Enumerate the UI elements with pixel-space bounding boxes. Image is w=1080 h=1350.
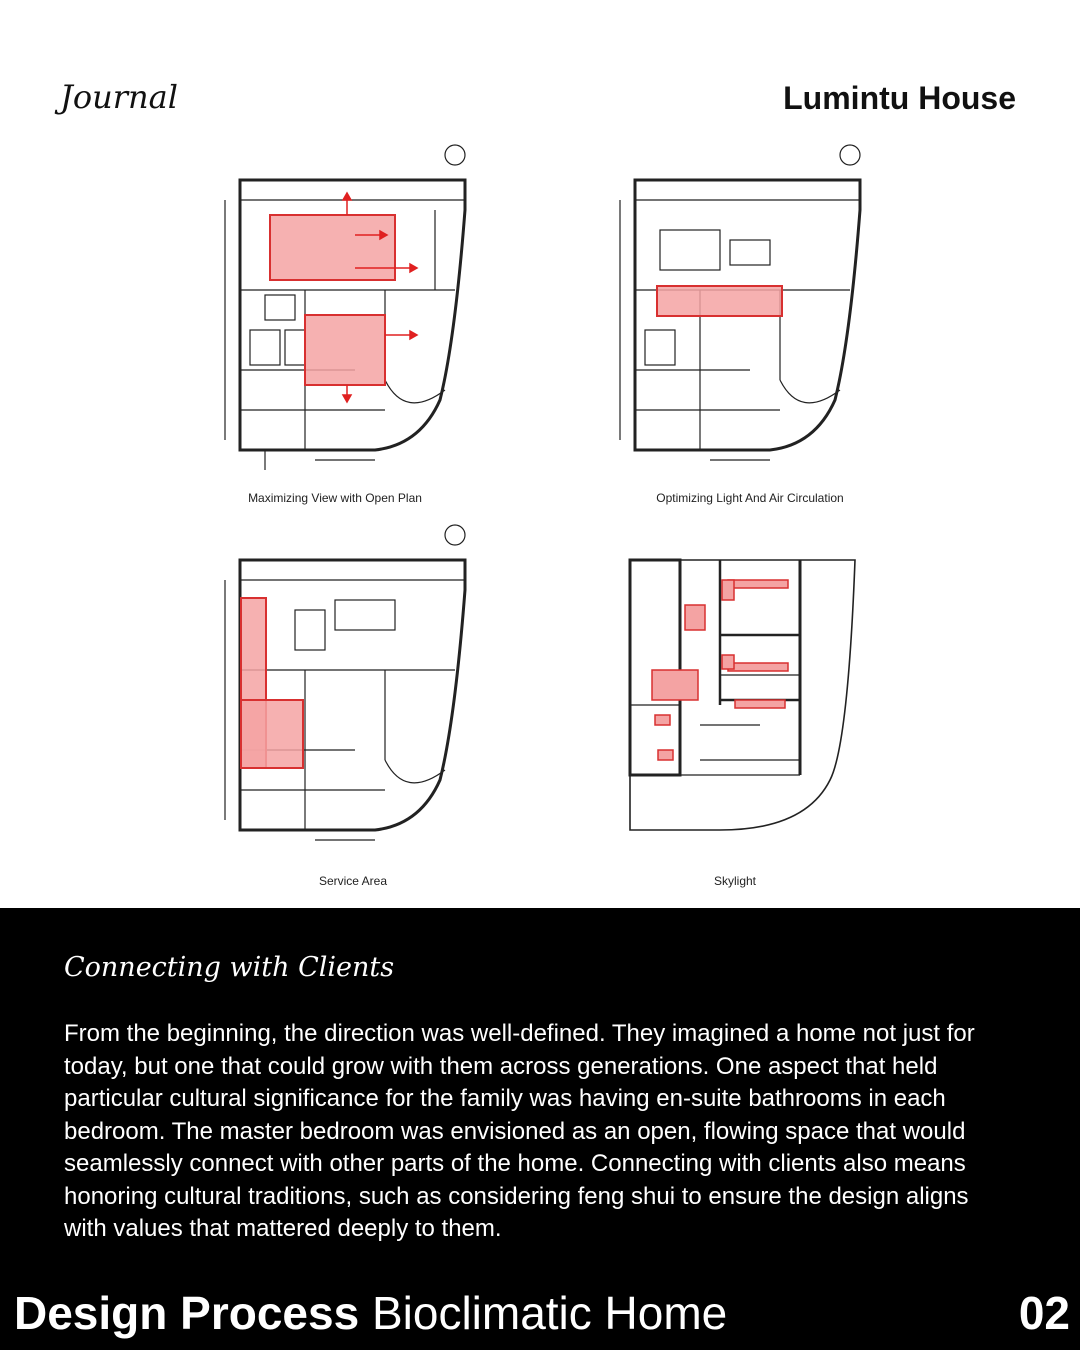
footer-title-bold: Design Process bbox=[14, 1287, 360, 1339]
floor-plan-service-area bbox=[205, 520, 505, 855]
floor-plan-light-air bbox=[600, 140, 900, 475]
floor-plan-drawing bbox=[205, 140, 505, 475]
section-body: From the beginning, the direction was well-defined. They imagined a home not just for today, but one that could grow with them across generations. One aspect that held particular cultural significance for the family was having en-suite bathrooms in each bedroom. The master bedroom was envisioned as an open, flowing space that would seamlessly connect with other parts of the home. Connecting with clients also means honoring cultural traditions, such as considering feng shui to ensure the design aligns with values that mattered deeply to them. bbox=[64, 1020, 975, 1242]
floor-plan-open-plan bbox=[205, 140, 505, 475]
floor-plan-drawing bbox=[600, 140, 900, 475]
project-title: Lumintu House bbox=[783, 80, 1016, 116]
plan-caption-1: Maximizing View with Open Plan bbox=[248, 491, 422, 505]
plan-caption-3: Service Area bbox=[318, 874, 388, 888]
page-number: 02 bbox=[1018, 1287, 1070, 1339]
floor-plan-skylight bbox=[600, 545, 900, 845]
text-panel bbox=[0, 908, 1080, 1350]
section-title: Connecting with Clients bbox=[64, 952, 395, 983]
plan-caption-2: Optimizing Light And Air Circulation bbox=[656, 491, 844, 505]
floor-plan-drawing bbox=[600, 545, 900, 845]
footer-title-rest: Bioclimatic Home bbox=[371, 1287, 728, 1339]
floor-plan-drawing bbox=[205, 520, 505, 855]
journal-label: Journal bbox=[60, 78, 178, 116]
footer-title bbox=[14, 1286, 727, 1340]
plan-caption-4: Skylight bbox=[713, 874, 757, 888]
